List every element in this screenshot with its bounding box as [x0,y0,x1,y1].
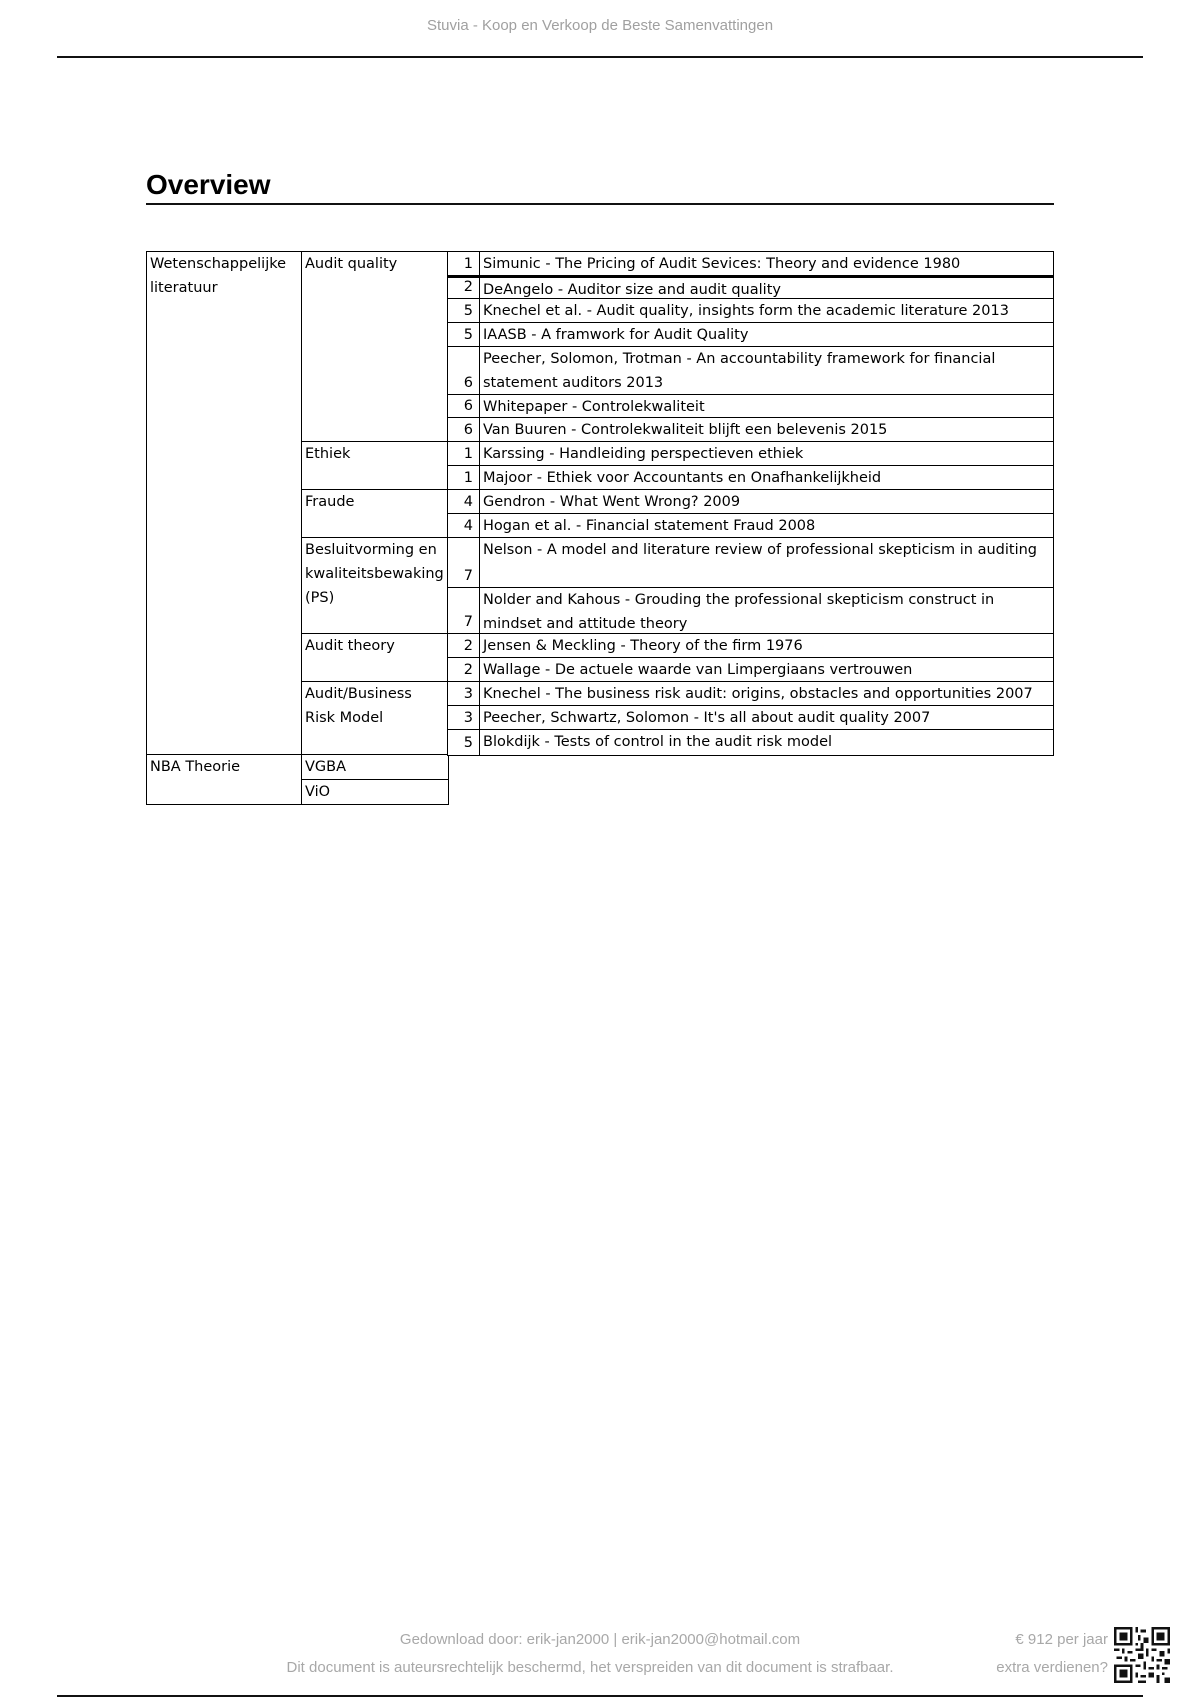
reading-number: 3 [447,681,481,707]
footer-copyright-notice: Dit document is auteursrechtelijk beschermd, het verspreiden van dit document is strafbaar. [286,1659,894,1676]
reading-number: 4 [447,513,481,539]
site-header-text: Stuvia - Koop en Verkoop de Beste Samenvattingen [426,17,774,34]
promo-earnings-text[interactable]: € 912 per jaar [1015,1631,1108,1648]
reading-title: Van Buuren - Controlekwaliteit blijft een belevenis 2015 [479,417,1054,443]
subcategory-cell [301,441,449,491]
reading-title: Peecher, Schwartz, Solomon - It's all about audit quality 2007 [479,705,1054,731]
reading-number: 1 [447,465,481,491]
reading-title: Simunic - The Pricing of Audit Sevices: Theory and evidence 1980 [479,251,1054,277]
reading-number: 4 [447,489,481,515]
reading-title: DeAngelo - Auditor size and audit quality [479,275,1054,300]
reading-number: 5 [447,322,481,348]
subcategory-cell [301,489,449,539]
reading-number: 7 [447,537,481,589]
category-cell-wetenschappelijke [146,251,303,756]
reading-number: 3 [447,705,481,731]
reading-number: 2 [447,275,481,300]
subcategory-label: Ethiek [305,446,351,462]
subcategory-cell [301,537,449,635]
subcategory-cell [301,779,449,805]
reading-number: 1 [447,441,481,467]
reading-title: Nolder and Kahous - Grouding the professional skepticism construct in mindset and attitude theory [479,587,1054,635]
reading-title: Knechel et al. - Audit quality, insights form the academic literature 2013 [479,298,1054,324]
reading-number: 5 [447,729,481,756]
page-title: Overview [146,169,271,200]
subcategory-label: Audit/Business Risk Model [305,686,412,726]
reading-number: 6 [447,394,481,419]
subcategory-label: ViO [305,784,331,800]
subcategory-cell [301,681,449,756]
reading-number: 7 [447,587,481,635]
subcategory-label: Besluitvorming en kwaliteitsbewaking (PS) [305,542,444,606]
reading-title: Wallage - De actuele waarde van Limpergiaans vertrouwen [479,657,1054,683]
reading-title: Blokdijk - Tests of control in the audit risk model [479,729,1054,756]
subcategory-label: Fraude [305,494,355,510]
reading-number: 2 [447,657,481,683]
subcategory-label: Audit theory [305,638,395,654]
promo-earn-more-link[interactable]: extra verdienen? [996,1659,1108,1676]
reading-title: Gendron - What Went Wrong? 2009 [479,489,1054,515]
subcategory-label: Audit quality [305,256,398,272]
category-label: NBA Theorie [150,759,241,775]
subcategory-label: VGBA [305,759,347,775]
reading-title: Whitepaper - Controlekwaliteit [479,394,1054,419]
reading-title: Peecher, Solomon, Trotman - An accountability framework for financial statement auditors 2013 [479,346,1054,396]
subcategory-cell [301,251,449,443]
reading-number: 6 [447,417,481,443]
reading-number: 2 [447,633,481,659]
reading-title: Nelson - A model and literature review of professional skepticism in auditing [479,537,1054,589]
reading-number: 1 [447,251,481,277]
reading-title: Knechel - The business risk audit: origins, obstacles and opportunities 2007 [479,681,1054,707]
reading-title: Hogan et al. - Financial statement Fraud 2008 [479,513,1054,539]
subcategory-cell [301,754,449,781]
reading-title: Jensen & Meckling - Theory of the firm 1976 [479,633,1054,659]
category-cell-nba [146,754,303,805]
reading-title: Karssing - Handleiding perspectieven ethiek [479,441,1054,467]
reading-number: 5 [447,298,481,324]
subcategory-cell [301,633,449,683]
reading-number: 6 [447,346,481,396]
footer-divider [57,1695,1143,1697]
category-label: Wetenschappelijke literatuur [150,256,287,296]
qr-code-icon[interactable] [1114,1627,1170,1683]
reading-title: IAASB - A framwork for Audit Quality [479,322,1054,348]
footer-downloaded-by: Gedownload door: erik-jan2000 | erik-jan2000@hotmail.com [399,1631,801,1648]
reading-title: Majoor - Ethiek voor Accountants en Onafhankelijkheid [479,465,1054,491]
